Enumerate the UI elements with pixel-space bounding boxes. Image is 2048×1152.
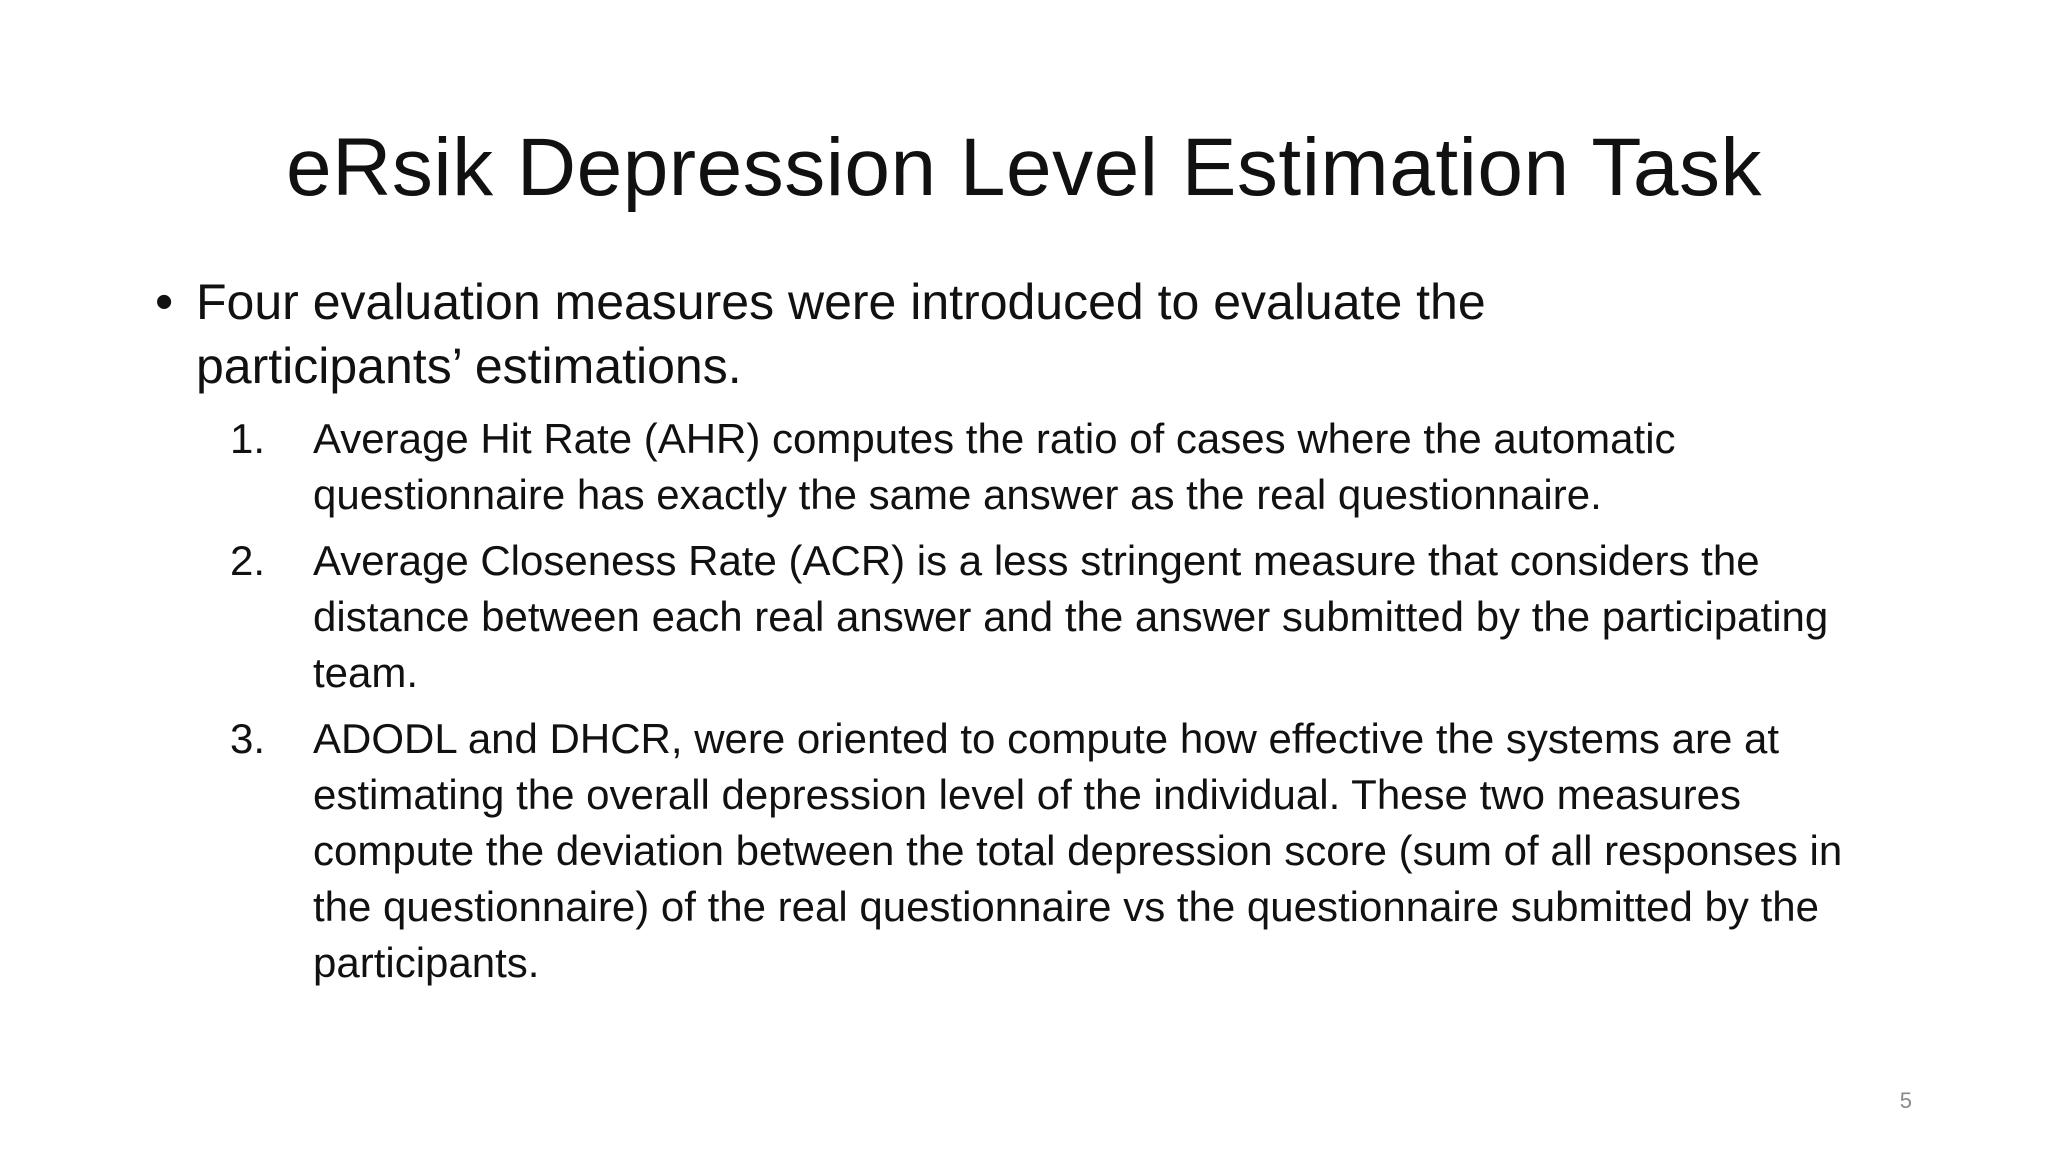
list-item-text: Average Closeness Rate (ACR) is a less stringent measure that considers the distance between each real answer and the answer submitted by the participating team. [313, 537, 1829, 696]
page-number: 5 [1899, 1088, 1912, 1113]
bullet-row [155, 270, 1655, 398]
list-item [230, 533, 1910, 701]
numbered-list [230, 411, 1910, 1001]
list-item [230, 411, 1910, 523]
bullet-marker: • [155, 273, 174, 331]
main-bullet [155, 270, 1655, 398]
list-item-number: 3. [230, 715, 266, 762]
slide-title: eRsik Depression Level Estimation Task [286, 122, 1762, 213]
list-item-text: ADODL and DHCR, were oriented to compute how effective the systems are at estimating the overall depression level of the individual. These two measures compute the deviation between the total depression score (sum of all responses in the questionnaire) of the real questionnaire vs the questionnaire submitted by the participants. [313, 715, 1843, 986]
list-item-number: 1. [230, 415, 266, 462]
list-item [230, 711, 1910, 991]
list-item-text: Average Hit Rate (AHR) computes the ratio of cases where the automatic questionnaire has exactly the same answer as the real questionnaire. [313, 415, 1676, 518]
bullet-text: Four evaluation measures were introduced to evaluate the participants’ estimations. [196, 274, 1486, 394]
list-item-number: 2. [230, 537, 266, 584]
